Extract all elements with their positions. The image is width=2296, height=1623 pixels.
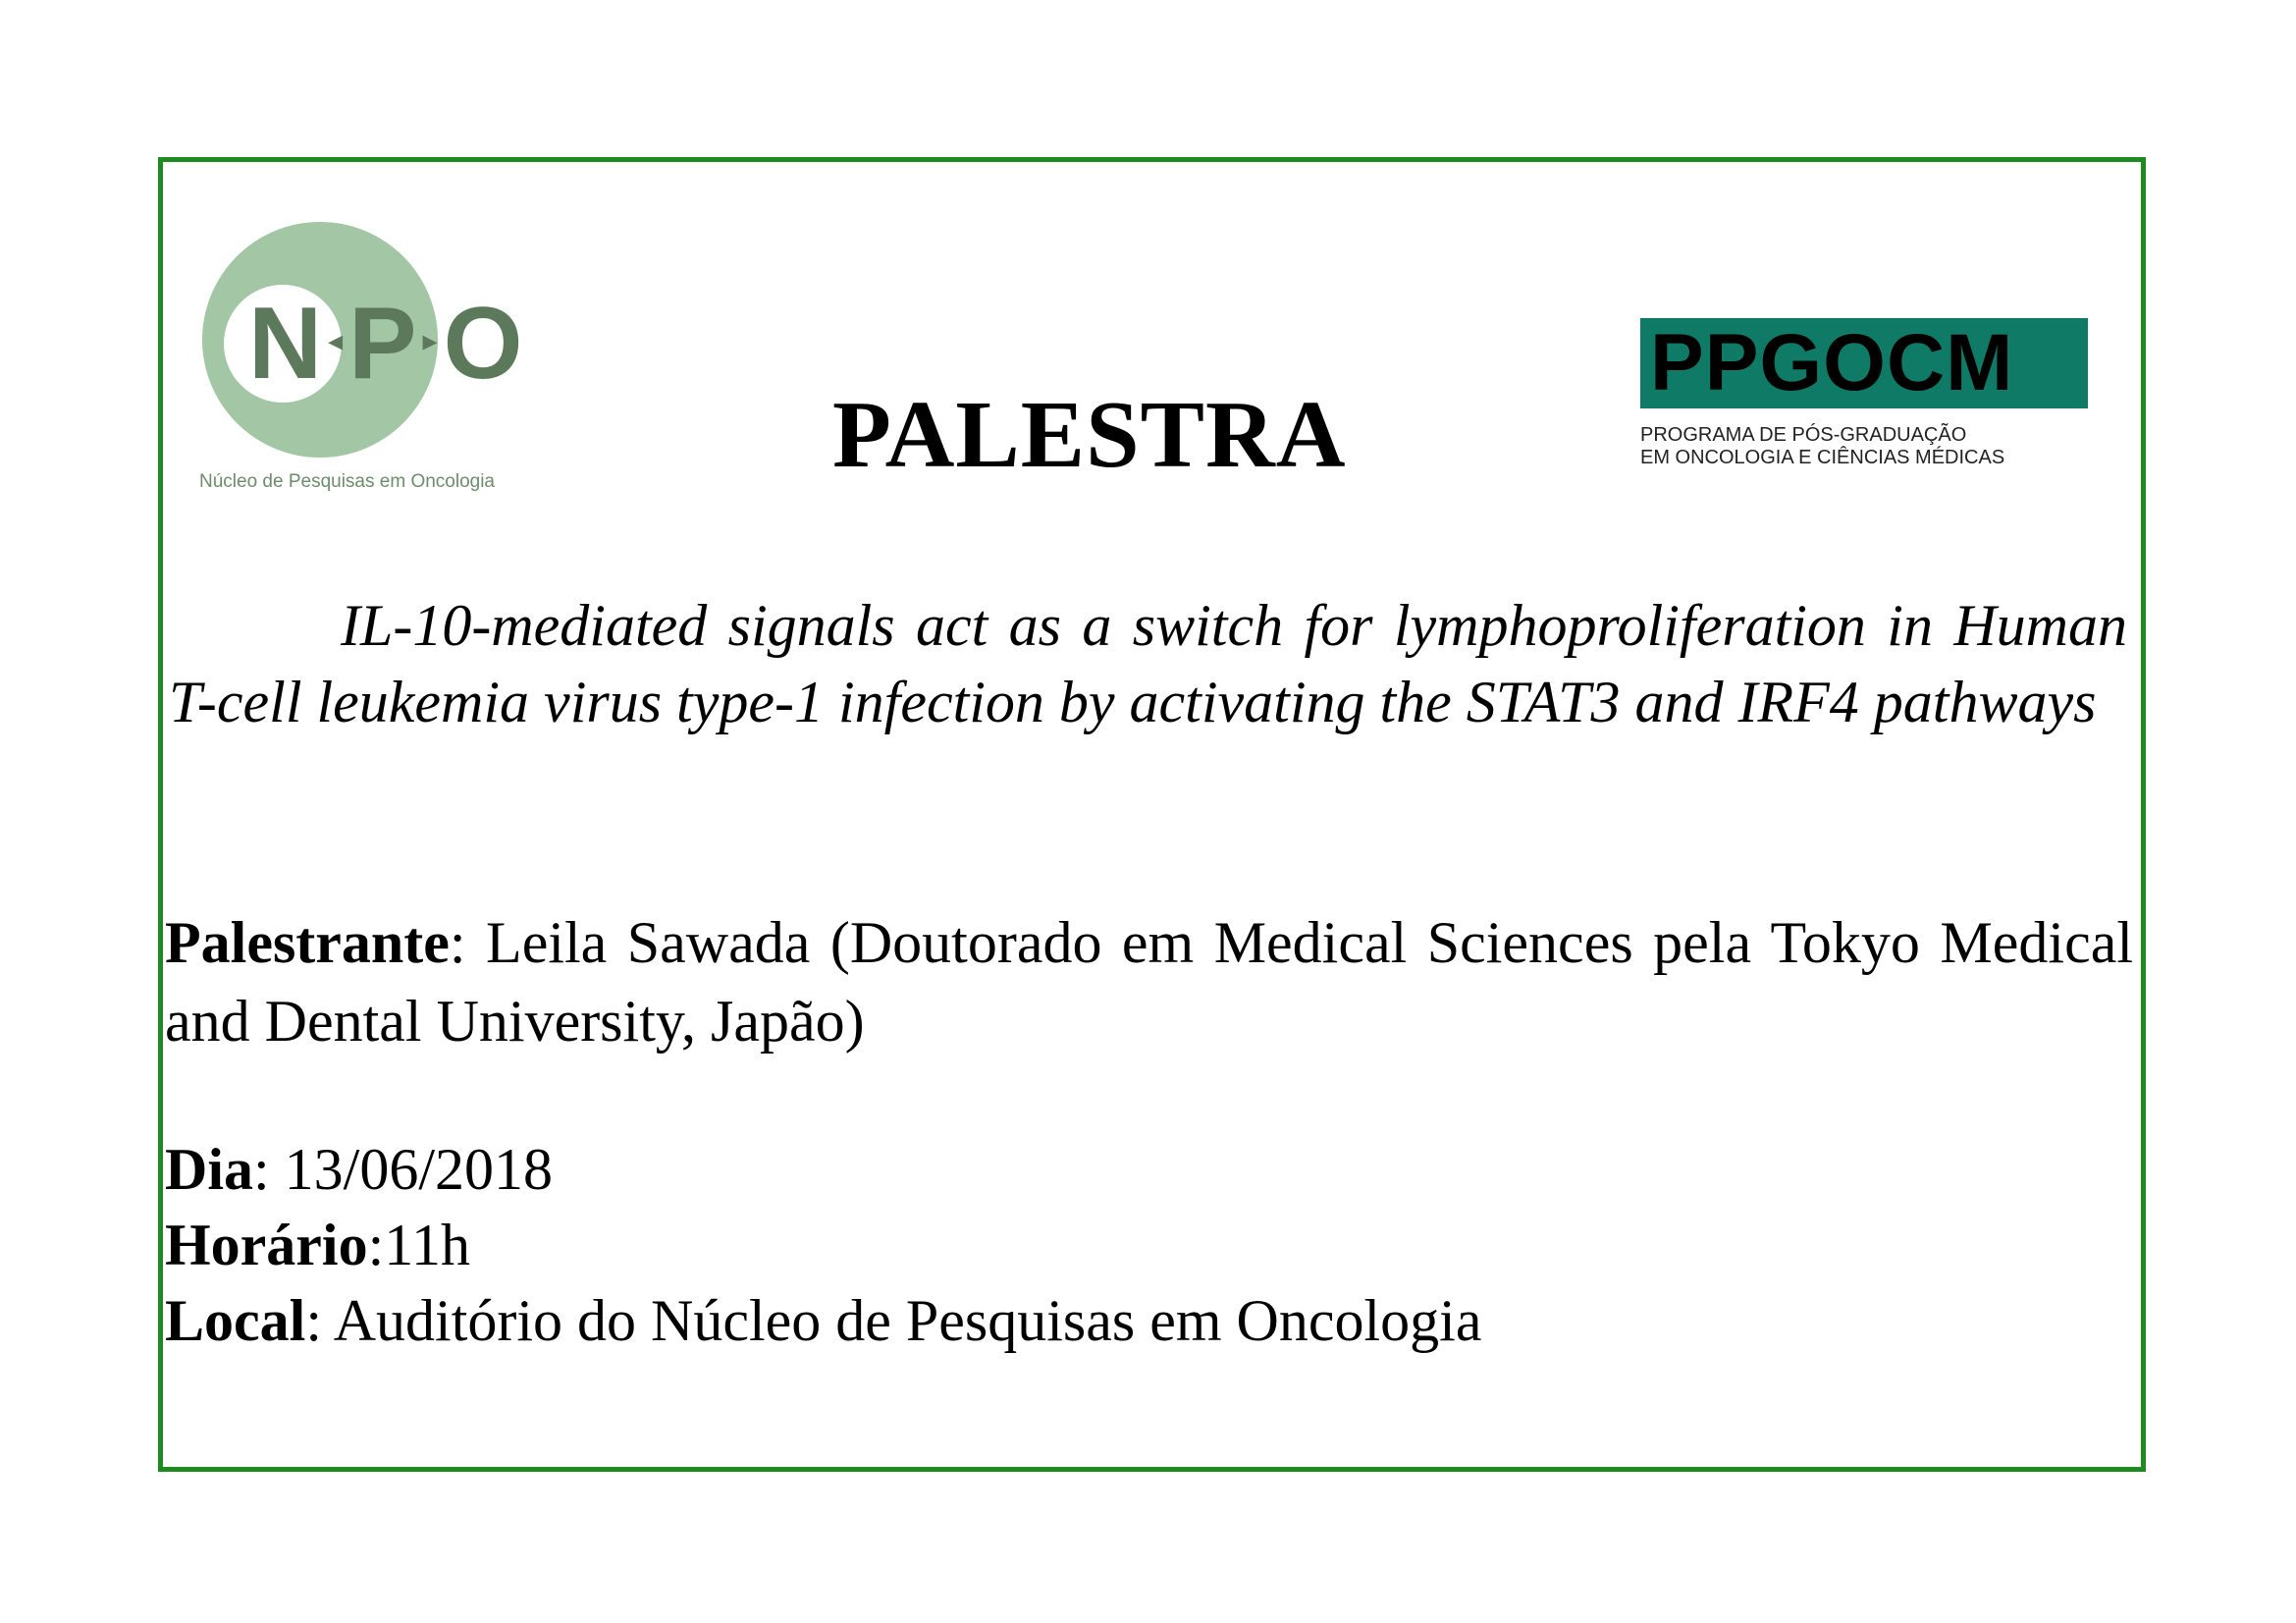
speaker-info (165, 903, 2133, 1060)
event-day-label: Dia (165, 1137, 253, 1202)
ppgocm-subtitle (1640, 424, 2004, 469)
ppgocm-subtitle-line1: PROGRAMA DE PÓS-GRADUAÇÃO (1640, 424, 1967, 446)
npo-letter-p: P (348, 287, 419, 401)
arrow-right-icon: ▸ (422, 324, 440, 357)
event-details (165, 1132, 1481, 1359)
npo-letter-o: O (443, 287, 525, 401)
event-time-label: Horário (165, 1213, 368, 1277)
npo-logo (199, 218, 533, 513)
npo-logo-letters (248, 287, 525, 403)
ppgocm-subtitle-line2: EM ONCOLOGIA E CIÊNCIAS MÉDICAS (1640, 447, 2005, 468)
ppgocm-logo-text: PPGOCM (1650, 318, 2014, 407)
talk-title: IL-10-mediated signals act as a switch for lymphoproliferation in Human T-cell leukemia virus type-1 infection by activating the STAT3 and IRF4 pathways (169, 593, 2127, 734)
event-time-value: :11h (367, 1213, 471, 1277)
npo-letter-n: N (248, 287, 325, 401)
npo-logo-caption: Núcleo de Pesquisas em Oncologia (199, 471, 496, 492)
speaker-label: Palestrante (165, 910, 450, 975)
event-place-value: : Auditório do Núcleo de Pesquisas em Oncologia (305, 1288, 1482, 1353)
event-place (165, 1283, 1481, 1359)
event-day (165, 1132, 1481, 1208)
event-day-value: : 13/06/2018 (253, 1137, 554, 1202)
ppgocm-logo (1640, 318, 2088, 408)
event-time (165, 1208, 1481, 1283)
arrow-left-icon: ◂ (328, 324, 346, 357)
speaker-text: : Leila Sawada (Doutorado em Medical Sciences pela Tokyo Medical and Dental University, Japão) (165, 910, 2133, 1054)
page-title: PALESTRA (832, 382, 1347, 488)
event-place-label: Local (165, 1288, 306, 1353)
